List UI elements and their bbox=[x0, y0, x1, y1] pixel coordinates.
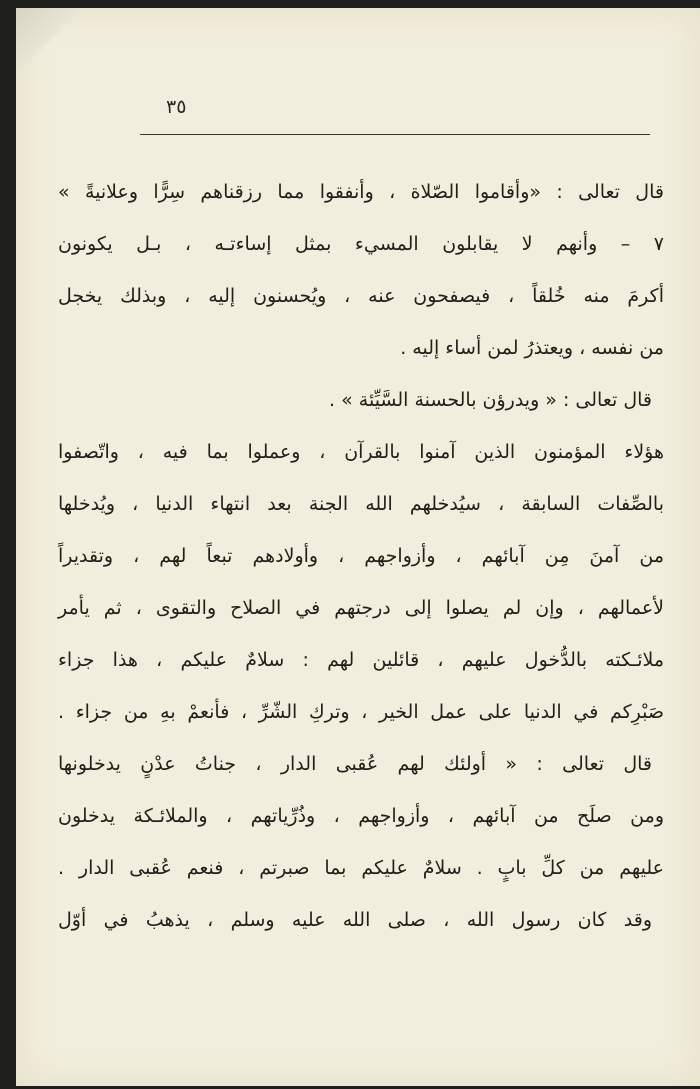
text-line-12: قال تعالى : « أولئك لهم عُقبى الدار ، جناتُ عدْنٍ يدخلونها bbox=[58, 753, 652, 775]
folded-corner bbox=[16, 8, 86, 78]
text-line-3: أكرمَ منه خُلقاً ، فيصفحون عنه ، ويُحسنون إليه ، وبذلك يخجل bbox=[58, 285, 664, 307]
book-page bbox=[16, 8, 700, 1086]
text-line-10: ملائـكته بالدُّخول عليهم ، قائلين لهم : سلامٌ عليكم ، هذا جزاء bbox=[58, 649, 664, 671]
text-line-11: صَبْرِكم في الدنيا على عمل الخير ، وتركِ الشّرِّ ، فأنعمْ بهِ من جزاء . bbox=[58, 701, 664, 723]
text-line-7: بالصِّفات السابقة ، سيُدخلهم الله الجنة بعد انتهاء الدنيا ، ويُدخلها bbox=[58, 493, 664, 515]
text-line-8: من آمنَ مِن آبائهم ، وأزواجهم ، وأولادهم تبعاً لهم ، وتقديراً bbox=[58, 545, 664, 567]
text-line-13: ومن صلَح من آبائهم ، وأزواجهم ، وذُرِّياتهم ، والملائـكة يدخلون bbox=[58, 805, 664, 827]
page-number: ٣٥ bbox=[166, 96, 187, 118]
text-line-2: ٧ – وأنهم لا يقابلون المسيء بمثل إساءتـه ، بـل يكونون bbox=[58, 233, 664, 255]
text-line-15: وقد كان رسول الله ، صلى الله عليه وسلم ، يذهبُ في أوّل bbox=[58, 909, 652, 931]
text-line-9: لأعمالهم ، وإن لم يصلوا إلى درجتهم في الصلاح والتقوى ، ثم يأمر bbox=[58, 597, 664, 619]
header-rule bbox=[140, 134, 650, 135]
text-line-6: هؤلاء المؤمنون الذين آمنوا بالقرآن ، وعملوا بما فيه ، واتّصفوا bbox=[58, 441, 664, 463]
text-line-4: من نفسه ، ويعتذرُ لمن أساء إليه . bbox=[400, 337, 664, 359]
text-line-5: قال تعالى : « ويدرؤن بالحسنة السَّيِّئة » . bbox=[329, 389, 652, 411]
text-line-1: قال تعالى : «وأقاموا الصّلاة ، وأنفقوا مما رزقناهم سِرًّا وعلانيةً » bbox=[58, 181, 664, 203]
text-line-14: عليهم من كلِّ بابٍ . سلامٌ عليكم بما صبرتم ، فنعم عُقبى الدار . bbox=[58, 857, 664, 879]
